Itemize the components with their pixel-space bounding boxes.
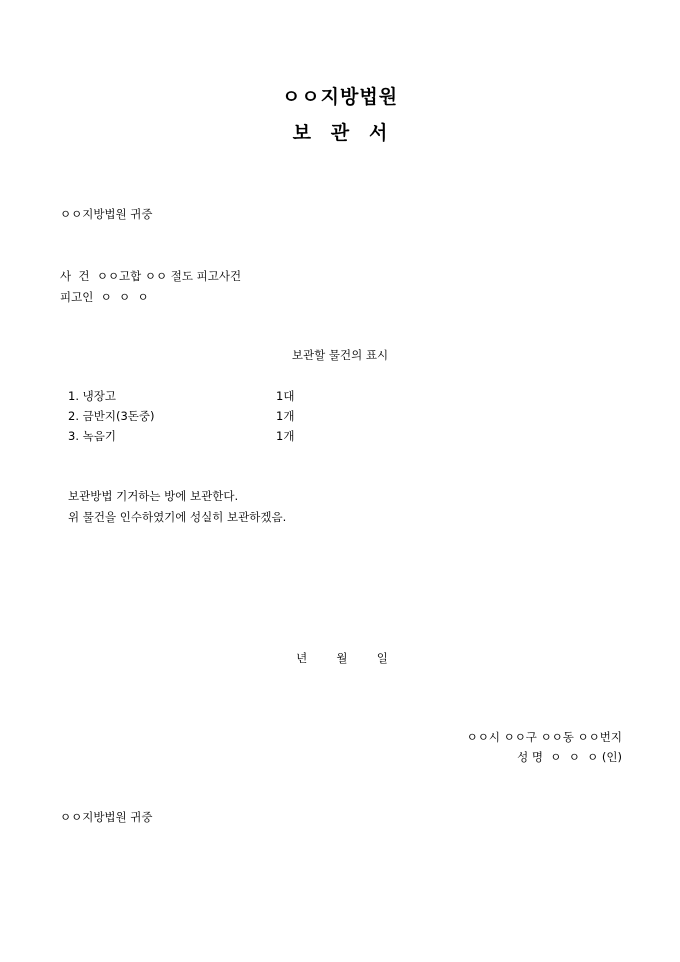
case-line: 사 건 ㅇㅇ고합 ㅇㅇ 절도 피고사건 [60,269,242,283]
item-3-qty: 1개 [276,429,295,443]
addressee-bottom: ㅇㅇ지방법원 귀중 [60,810,153,824]
signer-name-line: 성 명 ㅇ ㅇ ㅇ (인) [517,750,622,764]
item-3-name: 3. 녹음기 [68,429,116,443]
addressee-top: ㅇㅇ지방법원 귀중 [60,207,153,221]
method-line-2: 위 물건을 인수하였기에 성실히 보관하겠음. [68,510,287,524]
signer-address: ㅇㅇ시 ㅇㅇ구 ㅇㅇ동 ㅇㅇ번지 [466,730,622,744]
date-line: 년 월 일 [296,651,388,665]
court-name-heading: ㅇㅇ지방법원 [281,86,399,108]
item-1-name: 1. 냉장고 [68,389,116,403]
item-2-qty: 1개 [276,409,295,423]
item-1-qty: 1대 [276,389,295,403]
defendant-line: 피고인 ㅇ ㅇ ㅇ [60,290,149,304]
items-heading: 보관할 물건의 표시 [291,348,389,362]
document-title: 보 관 서 [292,122,388,144]
method-line-1: 보관방법 기거하는 방에 보관한다. [68,489,239,503]
item-2-name: 2. 금반지(3돈중) [68,409,155,423]
